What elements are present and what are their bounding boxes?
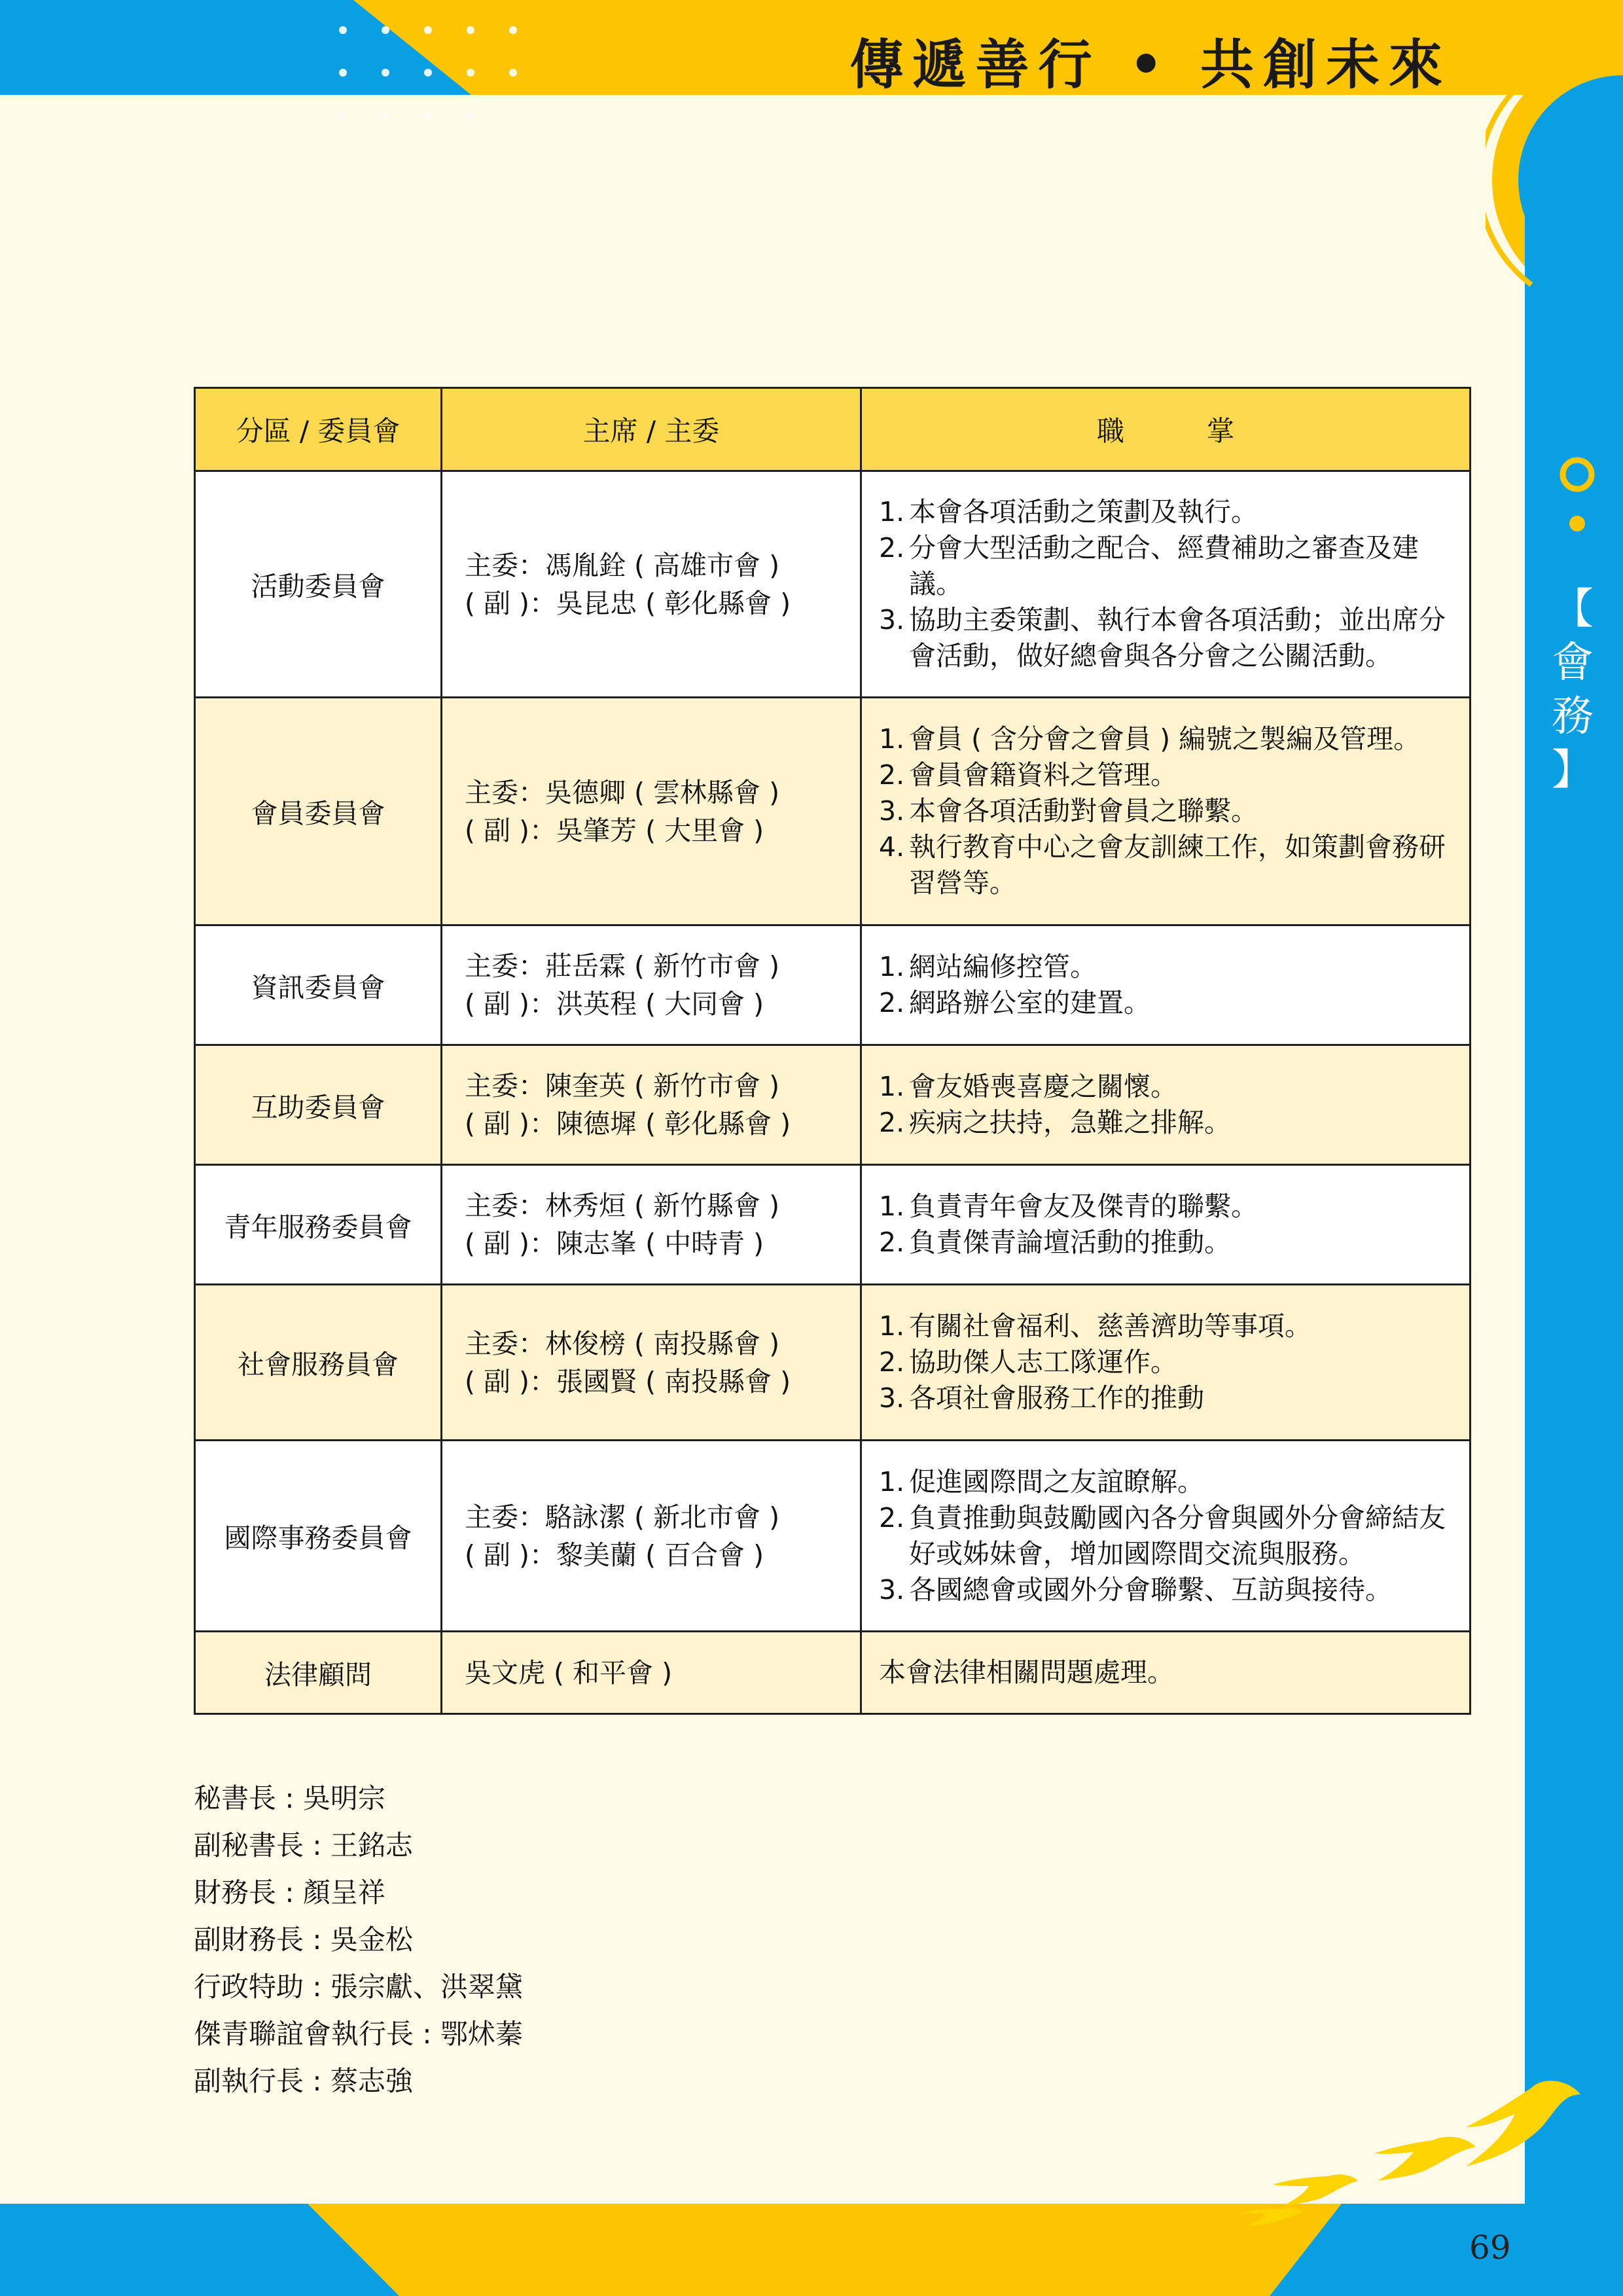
duties-cell <box>861 471 1471 698</box>
vice-chair-name: ( 副 )：吳肇芳 ( 大里會 ) <box>465 814 764 846</box>
header-committee: 分區 / 委員會 <box>195 388 442 471</box>
duty-item: 2. 協助傑人志工隊運作。 <box>879 1346 1177 1378</box>
duties-cell <box>861 698 1471 925</box>
table-row <box>195 698 1471 925</box>
staff-secretary-general: 秘書長 : 吳明宗 <box>194 1782 385 1814</box>
table-row <box>195 1441 1471 1632</box>
staff-youth-ceo: 傑青聯誼會執行長 : 鄂炢蓁 <box>194 2018 523 2050</box>
section-tab-close: 】 <box>1552 746 1594 795</box>
duty-item: 3. 本會各項活動對會員之聯繫。 <box>879 795 1258 827</box>
header-duties: 職 掌 <box>861 388 1471 471</box>
duty-item: 1. 本會各項活動之策劃及執行。 <box>879 496 1258 528</box>
flying-birds-icon <box>1217 2062 1584 2258</box>
duty-item: 1. 網站編修控管。 <box>879 951 1097 982</box>
committee-name: 法律顧問 <box>195 1632 442 1714</box>
committee-name: 資訊委員會 <box>195 925 442 1045</box>
vice-chair-name: ( 副 )：陳志峯 ( 中時青 ) <box>465 1228 764 1259</box>
chair-cell <box>442 1632 861 1714</box>
section-tab-char-1: 會 <box>1552 639 1594 687</box>
duties-cell <box>861 1632 1471 1714</box>
chair-cell <box>442 925 861 1045</box>
chair-name: 主委：駱詠潔 ( 新北市會 ) <box>465 1501 780 1533</box>
duties-cell <box>861 1165 1471 1285</box>
vice-chair-name: ( 副 )：黎美蘭 ( 百合會 ) <box>465 1539 764 1571</box>
duty-item: 3. 協助主委策劃、執行本會各項活動；並出席分會活動，做好總會與各分會之公關活動。 <box>879 604 1446 672</box>
chair-name: 主委：林俊榜 ( 南投縣會 ) <box>465 1327 780 1359</box>
duty-item: 1. 會友婚喪喜慶之關懷。 <box>879 1071 1177 1102</box>
staff-deputy-secretary-general: 副秘書長 : 王銘志 <box>194 1829 413 1861</box>
decorative-circle-icon <box>1558 445 1610 537</box>
staff-deputy-treasurer: 副財務長 : 吳金松 <box>194 1924 413 1956</box>
decorative-dots <box>339 26 522 124</box>
chair-cell <box>442 1441 861 1632</box>
vice-chair-name: ( 副 )：洪英程 ( 大同會 ) <box>465 988 764 1020</box>
staff-admin-assistant: 行政特助 : 張宗獻、洪翠黛 <box>194 1971 523 2003</box>
chair-name: 主委：吳德卿 ( 雲林縣會 ) <box>465 776 780 808</box>
duties-cell <box>861 925 1471 1045</box>
duty-item: 3. 各項社會服務工作的推動 <box>879 1382 1204 1414</box>
table-row <box>195 1045 1471 1165</box>
duty-item: 2. 分會大型活動之配合、經費補助之審查及建議。 <box>879 532 1419 600</box>
duties-cell <box>861 1285 1471 1441</box>
table-header-row <box>195 388 1471 471</box>
duty-item: 1. 促進國際間之友誼瞭解。 <box>879 1465 1204 1498</box>
chair-name: 主委：莊岳霖 ( 新竹市會 ) <box>465 950 780 982</box>
duties-cell <box>861 1441 1471 1632</box>
duty-text: 本會法律相關問題處理。 <box>879 1657 1174 1688</box>
table-row <box>195 1285 1471 1441</box>
vice-chair-name: ( 副 )：陳德墀 ( 彰化縣會 ) <box>465 1108 791 1139</box>
section-tab-char-2: 務 <box>1552 692 1594 741</box>
chair-cell <box>442 698 861 925</box>
chair-cell <box>442 1285 861 1441</box>
chair-name: 主委：林秀烜 ( 新竹縣會 ) <box>465 1190 780 1221</box>
section-tab-open: 【 <box>1552 585 1594 634</box>
duty-item: 1. 有關社會福利、慈善濟助等事項。 <box>879 1310 1311 1342</box>
header-chair: 主席 / 主委 <box>442 388 861 471</box>
table-row <box>195 471 1471 698</box>
duty-item: 3. 各國總會或國外分會聯繫、互訪與接待。 <box>879 1573 1392 1605</box>
committee-name: 社會服務員會 <box>195 1285 442 1441</box>
chair-name: 主委：馮胤銓 ( 高雄市會 ) <box>465 549 780 581</box>
vice-chair-name: ( 副 )：張國賢 ( 南投縣會 ) <box>465 1365 791 1397</box>
committee-name: 互助委員會 <box>195 1045 442 1165</box>
chair-name: 吳文虎 ( 和平會 ) <box>465 1657 673 1689</box>
duty-item: 2. 疾病之扶持，急難之排解。 <box>879 1107 1231 1138</box>
chair-name: 主委：陳奎英 ( 新竹市會 ) <box>465 1070 780 1102</box>
decorative-ring-graphic <box>1486 49 1623 324</box>
vice-chair-name: ( 副 )：吳昆忠 ( 彰化縣會 ) <box>465 587 791 619</box>
duties-cell <box>861 1045 1471 1165</box>
table-row <box>195 925 1471 1045</box>
duty-item: 1. 負責青年會友及傑青的聯繫。 <box>879 1191 1258 1222</box>
duty-item: 2. 負責傑青論壇活動的推動。 <box>879 1227 1231 1258</box>
duty-item: 4. 執行教育中心之會友訓練工作，如策劃會務研習營等。 <box>879 831 1446 899</box>
committee-name: 活動委員會 <box>195 471 442 698</box>
table-row <box>195 1165 1471 1285</box>
duty-item: 2. 負責推動與鼓勵國內各分會與國外分會締結友好或姊妹會，增加國際間交流與服務。 <box>879 1501 1446 1570</box>
chair-cell <box>442 1165 861 1285</box>
header-slogan: 傳遞善行 • 共創未來 <box>849 33 1452 96</box>
committee-table <box>194 387 1471 1715</box>
staff-list <box>194 1775 523 2105</box>
page-number: 69 <box>1469 2229 1511 2267</box>
chair-cell <box>442 1045 861 1165</box>
staff-treasurer: 財務長 : 顏呈祥 <box>194 1876 385 1909</box>
committee-name: 青年服務委員會 <box>195 1165 442 1285</box>
duty-item: 1. 會員 ( 含分會之會員 ) 編號之製編及管理。 <box>879 723 1421 755</box>
staff-deputy-ceo: 副執行長 : 蔡志強 <box>194 2065 413 2097</box>
chair-cell <box>442 471 861 698</box>
committee-name: 國際事務委員會 <box>195 1441 442 1632</box>
duty-item: 2. 會員會籍資料之管理。 <box>879 759 1177 791</box>
committee-name: 會員委員會 <box>195 698 442 925</box>
duty-item: 2. 網路辦公室的建置。 <box>879 987 1150 1018</box>
section-tab <box>1537 583 1609 797</box>
table-row <box>195 1632 1471 1714</box>
